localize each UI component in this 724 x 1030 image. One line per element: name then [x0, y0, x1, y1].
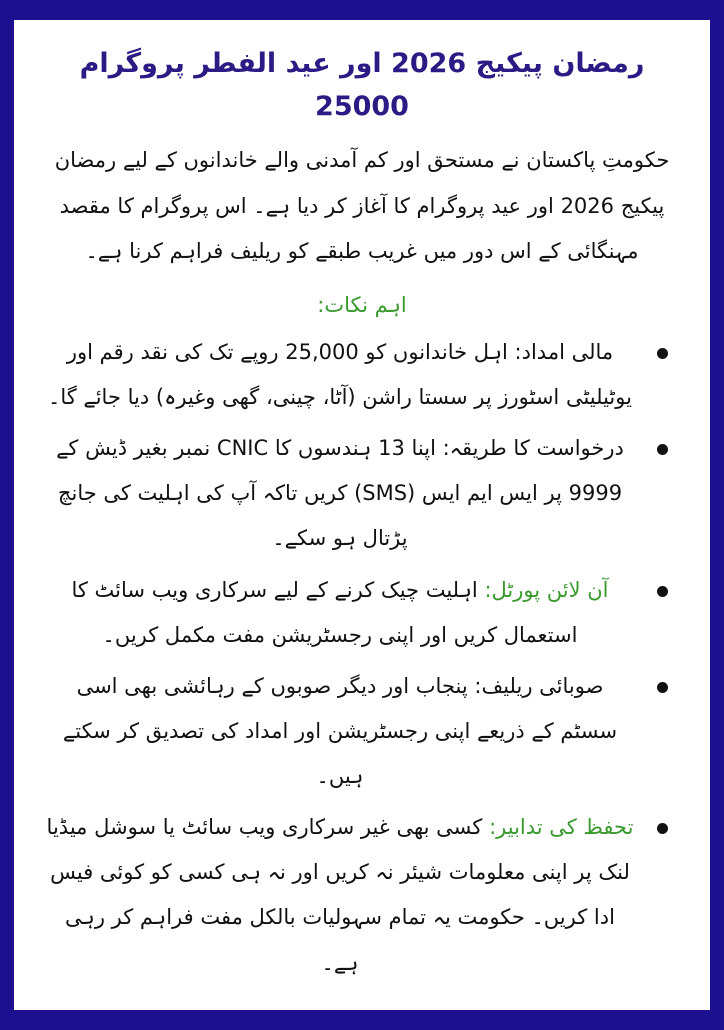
point-text: کے ذریعے اپنی رجسٹریشن اور امداد کی تصدیق کر سکتے ہیں۔ — [62, 718, 554, 789]
bullet-icon — [657, 682, 668, 693]
point-item — [40, 805, 684, 986]
intro-line: حکومتِ پاکستان نے مستحق اور کم آمدنی والے خاندانوں کے لیے — [122, 148, 670, 173]
intro-line: مقصد مہنگائی کے اس دور میں غریب طبقے کو ریلیف فراہم کرنا ہے۔ — [59, 193, 639, 263]
intro-paragraph — [40, 138, 684, 273]
intro-line: رمضان پیکیج 2026 اور عید پروگرام کا آغاز کر دیا ہے۔ اس پروگرام کا — [54, 148, 665, 218]
point-text: لنک پر اپنی معلومات شیئر نہ کریں اور نہ ہی کسی کو کوئی فیس ادا — [50, 860, 630, 930]
point-item — [40, 426, 684, 561]
point-text: سائٹ کا استعمال کریں اور اپنی رجسٹریشن مفت مکمل کریں۔ — [71, 577, 578, 647]
point-label: تحفظ کی تدابیر: — [489, 815, 634, 840]
bullet-icon — [657, 823, 668, 834]
poster — [14, 20, 710, 1010]
point-text: اپنا 13 ہندسوں کا CNIC نمبر بغیر — [133, 436, 436, 461]
point-text: اہل خاندانوں کو 25,000 روپے تک کی نقد رقم اور — [66, 339, 508, 364]
point-label: آن لائن پورٹل: — [484, 577, 609, 602]
bullet-icon — [657, 586, 668, 597]
point-text: یوٹیلیٹی اسٹورز پر سستا راشن (آٹا، چینی، گھی وغیرہ) دیا جائے گا۔ — [48, 384, 632, 409]
point-item — [40, 568, 684, 658]
point-item — [40, 664, 684, 799]
page-title: رمضان پیکیج 2026 اور عید الفطر پروگرام 25000 — [79, 48, 645, 123]
point-label: درخواست کا طریقہ: — [442, 436, 624, 461]
point-text: اہلیت کی جانچ پڑتال ہو سکے۔ — [57, 481, 408, 551]
key-points-heading: اہم نکات: — [317, 292, 407, 317]
bullet-icon — [657, 444, 668, 455]
point-text: اہلیت چیک کرنے کے لیے سرکاری ویب — [151, 577, 478, 602]
point-text: پنجاب اور دیگر صوبوں کے رہائشی بھی اسی سسٹم — [76, 673, 618, 743]
point-label: صوبائی ریلیف: — [474, 673, 604, 698]
bullet-icon — [657, 348, 668, 359]
point-item — [40, 330, 684, 420]
key-points-list — [40, 330, 684, 986]
point-text: کریں۔ حکومت یہ تمام سہولیات بالکل مفت فراہم کر رہی ہے۔ — [65, 905, 588, 975]
point-label: مالی امداد: — [514, 339, 614, 364]
point-text: ڈیش کے 9999 پر ایس ایم ایس (SMS) کریں تاکہ آپ کی — [56, 436, 623, 506]
point-text: کسی بھی غیر سرکاری ویب سائٹ یا سوشل میڈیا — [46, 815, 483, 840]
